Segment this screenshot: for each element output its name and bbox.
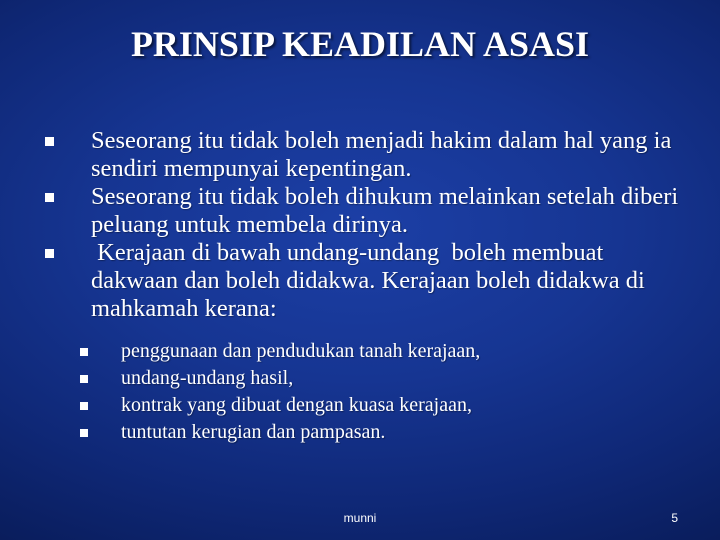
sub-bullet-item	[0, 365, 720, 392]
sub-bullet-text: undang-undang hasil,	[121, 367, 294, 389]
sub-bullet-list	[0, 338, 720, 446]
square-bullet-icon	[45, 249, 54, 258]
page-number: 5	[671, 511, 678, 525]
sub-bullet-item	[0, 392, 720, 419]
sub-bullet-text: kontrak yang dibuat dengan kuasa kerajaan,	[121, 394, 472, 416]
main-bullet-list	[0, 127, 720, 323]
square-bullet-icon	[80, 348, 88, 356]
square-bullet-icon	[80, 402, 88, 410]
footer-author: munni	[343, 511, 377, 525]
square-bullet-icon	[80, 429, 88, 437]
main-bullet-text: Kerajaan di bawah undang-undang boleh membuat dakwaan dan boleh didakwa. Kerajaan boleh didakwa di mahkamah kerana:	[91, 239, 651, 322]
slide-title: PRINSIP KEADILAN ASASI	[130, 24, 590, 64]
square-bullet-icon	[45, 193, 54, 202]
main-bullet-item	[0, 183, 720, 239]
sub-bullet-item	[0, 338, 720, 365]
sub-bullet-text: tuntutan kerugian dan pampasan.	[121, 421, 386, 443]
sub-bullet-item	[0, 419, 720, 446]
main-bullet-text: Seseorang itu tidak boleh dihukum melainkan setelah diberi peluang untuk membela dirinya.	[91, 183, 679, 238]
sub-bullet-text: penggunaan dan pendudukan tanah kerajaan,	[121, 340, 481, 362]
square-bullet-icon	[45, 137, 54, 146]
main-bullet-item	[0, 239, 720, 323]
main-bullet-item	[0, 127, 720, 183]
square-bullet-icon	[80, 375, 88, 383]
main-bullet-text: Seseorang itu tidak boleh menjadi hakim dalam hal yang ia sendiri mempunyai kepentingan.	[91, 127, 672, 182]
